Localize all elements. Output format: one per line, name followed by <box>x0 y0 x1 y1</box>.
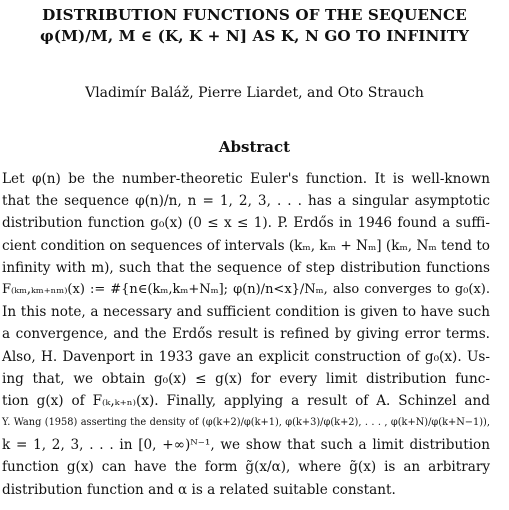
abstract-heading: Abstract <box>218 138 291 156</box>
abstract-line: distribution function and α is a related suitable constant. <box>2 481 396 498</box>
abstract-line: F₍ₖₘ,ₖₘ₊ₙₘ₎(x) := #{n∈(kₘ,kₘ+Nₘ]; φ(n)/n<x}/Nₘ, also converges to g₀(x). <box>2 281 490 297</box>
abstract-line: a convergence, and the Erdős result is refined by giving error terms. <box>2 326 490 343</box>
abstract-line: In this note, a necessary and sufficient condition is given to have such <box>2 304 490 321</box>
abstract-line: function g(x) can have the form g̃(x/α), where g̃(x) is an arbitrary <box>2 459 490 476</box>
abstract-line: that the sequence φ(n)/n, n = 1, 2, 3, . . . has a singular asymptotic <box>2 193 490 210</box>
abstract-line: Y. Wang (1958) asserting the density of (φ(k+2)/φ(k+1), φ(k+3)/φ(k+2), . . . , φ(k+N)/φ(k+N−1)), <box>2 417 490 429</box>
author-list: Vladimír Baláž, Pierre Liardet, and Oto Strauch <box>85 85 424 101</box>
abstract-line: tion g(x) of F₍ₖ,ₖ₊ₙ₎(x). Finally, applying a result of A. Schinzel and <box>2 392 490 409</box>
abstract-line: infinity with m), such that the sequence of step distribution functions <box>2 259 490 276</box>
abstract-line: cient condition on sequences of intervals (kₘ, kₘ + Nₘ] (kₘ, Nₘ tend to <box>2 237 490 254</box>
abstract-line: distribution function g₀(x) (0 ≤ x ≤ 1). P. Erdős in 1946 found a suffi- <box>2 215 490 232</box>
paper-title <box>0 5 509 47</box>
abstract-body <box>2 168 490 501</box>
abstract-line: Let φ(n) be the number-theoretic Euler's function. It is well-known <box>2 171 490 187</box>
abstract-line: Also, H. Davenport in 1933 gave an explicit construction of g₀(x). Us- <box>2 348 490 365</box>
abstract-line: ing that, we obtain g₀(x) ≤ g(x) for every limit distribution func- <box>2 370 490 387</box>
title-line-1: DISTRIBUTION FUNCTIONS OF THE SEQUENCE <box>42 6 467 24</box>
abstract-line: k = 1, 2, 3, . . . in [0, +∞)ᴺ⁻¹, we show that such a limit distribution <box>2 437 490 454</box>
title-line-2: φ(M)/M, M ∈ (K, K + N] AS K, N GO TO INFINITY <box>39 27 470 45</box>
